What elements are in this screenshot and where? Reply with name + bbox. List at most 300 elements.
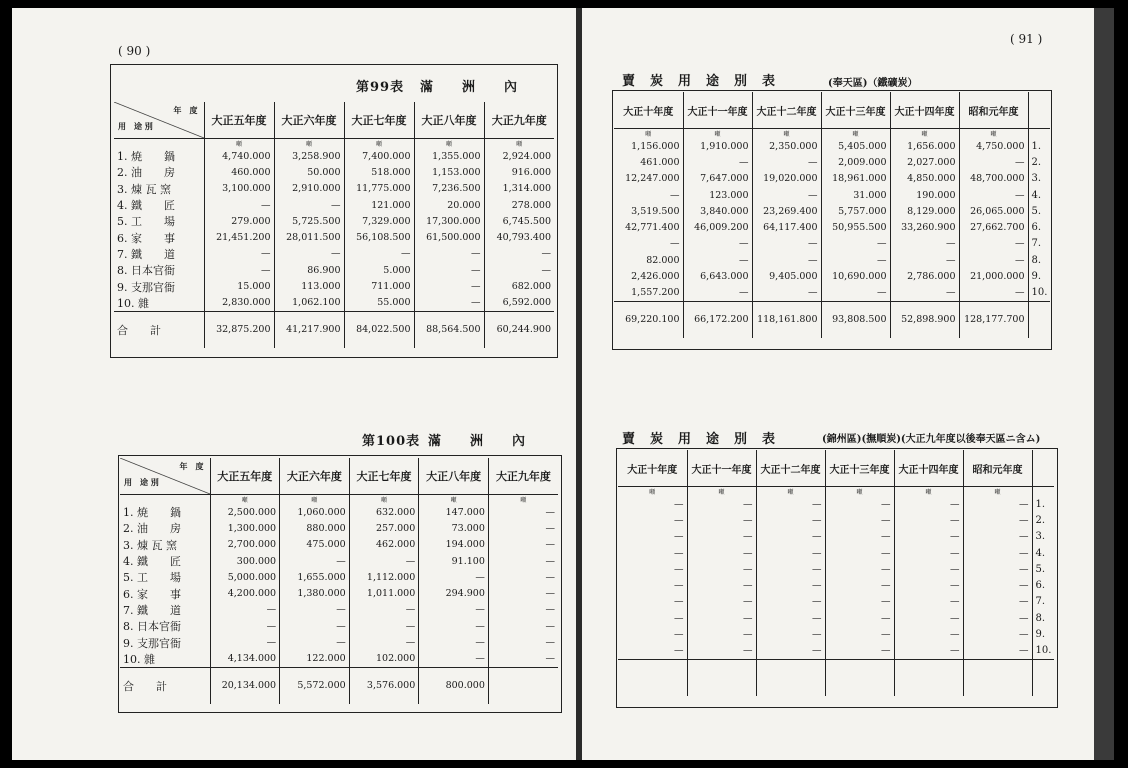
data-cell: 1,112.000 — [349, 569, 419, 585]
data-cell: — — [614, 236, 683, 252]
data-cell: 279.000 — [204, 213, 274, 229]
table-99-region: 滿 洲 內 — [420, 80, 519, 95]
data-cell: 1,655.000 — [280, 569, 350, 585]
data-cell: — — [618, 610, 687, 626]
unit-mark: 噸 — [344, 139, 414, 149]
data-cell: — — [894, 610, 963, 626]
data-cell: 682.000 — [511, 281, 551, 293]
row-number: 6. — [1035, 580, 1046, 592]
row-label: 2. 油 房 — [120, 520, 210, 536]
data-cell: 42,771.400 — [614, 219, 683, 235]
header-row — [618, 450, 1054, 487]
data-cell: — — [545, 506, 555, 518]
data-cell: 2,500.000 — [210, 504, 280, 520]
table-row — [114, 278, 554, 294]
data-cell: — — [894, 512, 963, 528]
total-cell — [687, 659, 756, 696]
data-cell: 190.000 — [890, 187, 959, 203]
data-cell: — — [210, 602, 280, 618]
data-cell: — — [687, 529, 756, 545]
table-row — [120, 553, 558, 569]
data-cell: — — [545, 620, 555, 632]
data-cell: 5,725.500 — [274, 213, 344, 229]
total-cell — [488, 667, 558, 704]
data-cell: — — [963, 529, 1032, 545]
unit-spacer — [114, 139, 204, 149]
data-cell: — — [825, 626, 894, 642]
data-cell: — — [756, 561, 825, 577]
data-cell: 147.000 — [419, 504, 489, 520]
column-header: 大正六年度 — [280, 458, 350, 495]
data-cell: 2,027.000 — [890, 154, 959, 170]
table-row — [120, 537, 558, 553]
data-cell: — — [963, 496, 1032, 512]
data-cell: 460.000 — [204, 164, 274, 180]
data-cell: 6,643.000 — [683, 268, 752, 284]
table-row — [120, 504, 558, 520]
table-row — [114, 295, 554, 312]
total-cell: 88,564.500 — [414, 311, 484, 348]
data-cell: — — [618, 496, 687, 512]
data-cell: — — [756, 594, 825, 610]
data-cell: 2,830.000 — [204, 295, 274, 312]
data-cell: — — [894, 626, 963, 642]
data-cell: — — [756, 610, 825, 626]
data-cell: — — [419, 634, 489, 650]
data-cell: 632.000 — [349, 504, 419, 520]
data-cell: — — [414, 278, 484, 294]
data-cell: 3,519.500 — [614, 203, 683, 219]
total-cell: 52,898.900 — [890, 301, 959, 338]
data-cell: 7,236.500 — [414, 181, 484, 197]
data-cell: 28,011.500 — [274, 229, 344, 245]
data-cell: — — [545, 604, 555, 616]
corner-bottom-label: 用 途 別 — [124, 477, 159, 487]
header-row — [114, 102, 554, 139]
data-cell: — — [963, 626, 1032, 642]
total-cell: 800.000 — [419, 667, 489, 704]
data-cell: — — [618, 577, 687, 593]
data-cell: — — [419, 569, 489, 585]
data-cell: 73.000 — [419, 520, 489, 536]
data-cell: 5,757.000 — [821, 203, 890, 219]
data-cell: — — [349, 634, 419, 650]
column-header: 大正八年度 — [419, 458, 489, 495]
data-cell: 33,260.900 — [890, 219, 959, 235]
data-cell: — — [545, 522, 555, 534]
table-row — [618, 545, 1054, 561]
data-cell: 5,000.000 — [210, 569, 280, 585]
row-number-header — [1032, 450, 1054, 487]
table-row — [114, 229, 554, 245]
row-label: 7. 鐵 道 — [114, 246, 204, 262]
data-cell: — — [963, 610, 1032, 626]
data-cell: — — [687, 545, 756, 561]
row-number: 5. — [1035, 563, 1046, 575]
data-cell: 475.000 — [280, 537, 350, 553]
data-cell: — — [210, 618, 280, 634]
data-cell: 102.000 — [349, 651, 419, 668]
column-header: 大正五年度 — [210, 458, 280, 495]
data-cell: 91.100 — [419, 553, 489, 569]
data-cell: 12,247.000 — [614, 171, 683, 187]
data-cell: — — [756, 512, 825, 528]
corner-cell — [114, 102, 204, 139]
column-header: 大正十一年度 — [683, 92, 752, 129]
table-row — [614, 138, 1050, 154]
table-row — [120, 634, 558, 650]
row-number-spacer — [1032, 659, 1054, 696]
column-header: 大正十二年度 — [752, 92, 821, 129]
table-row — [120, 618, 558, 634]
unit-mark: 噸 — [890, 129, 959, 139]
table-row — [614, 171, 1050, 187]
row-label: 8. 日本官衙 — [114, 262, 204, 278]
data-cell: 1,380.000 — [280, 585, 350, 601]
data-cell: — — [687, 626, 756, 642]
unit-mark: 噸 — [419, 495, 489, 505]
data-cell: 1,062.100 — [274, 295, 344, 312]
data-cell: — — [752, 285, 821, 302]
total-cell: 66,172.200 — [683, 301, 752, 338]
row-label: 6. 家 事 — [120, 585, 210, 601]
data-cell: — — [894, 496, 963, 512]
table-row — [614, 268, 1050, 284]
row-number: 4. — [1031, 189, 1042, 201]
data-cell: — — [618, 529, 687, 545]
data-cell: 916.000 — [511, 166, 551, 178]
data-cell: — — [756, 577, 825, 593]
data-cell: 15.000 — [204, 278, 274, 294]
data-cell: — — [687, 610, 756, 626]
table-row — [114, 213, 554, 229]
data-cell: 4,850.000 — [890, 171, 959, 187]
data-cell: 31.000 — [821, 187, 890, 203]
data-cell: — — [687, 496, 756, 512]
total-cell — [894, 659, 963, 696]
data-cell: 1,153.000 — [414, 164, 484, 180]
data-cell: 1,156.000 — [614, 138, 683, 154]
data-cell: — — [280, 634, 350, 650]
header-row — [614, 92, 1050, 129]
row-number: 10. — [1031, 287, 1048, 299]
row-number: 9. — [1031, 271, 1042, 283]
row-number: 6. — [1031, 222, 1042, 234]
row-label: 9. 支那官衙 — [114, 278, 204, 294]
data-cell: 3,840.000 — [683, 203, 752, 219]
unit-mark: 噸 — [349, 495, 419, 505]
data-cell: — — [204, 262, 274, 278]
data-cell: — — [821, 252, 890, 268]
table-row — [120, 651, 558, 668]
table-row — [120, 520, 558, 536]
data-cell: — — [959, 154, 1028, 170]
data-cell: — — [963, 561, 1032, 577]
data-cell: — — [344, 246, 414, 262]
row-number: 2. — [1035, 514, 1046, 526]
row-label: 2. 油 房 — [114, 164, 204, 180]
data-cell: 11,775.000 — [344, 181, 414, 197]
data-cell: 294.900 — [419, 585, 489, 601]
data-cell: 56,108.500 — [344, 229, 414, 245]
data-cell: — — [683, 285, 752, 302]
column-header: 大正七年度 — [344, 102, 414, 139]
table-row — [618, 643, 1054, 660]
data-cell: — — [959, 187, 1028, 203]
data-cell: — — [618, 545, 687, 561]
unit-mark: 噸 — [821, 129, 890, 139]
total-cell: 69,220.100 — [614, 301, 683, 338]
row-label: 4. 鐵 匠 — [114, 197, 204, 213]
data-cell: — — [825, 594, 894, 610]
data-cell: — — [894, 529, 963, 545]
data-cell: 50,955.500 — [821, 219, 890, 235]
table-row — [618, 626, 1054, 642]
data-cell: — — [756, 529, 825, 545]
total-cell — [756, 659, 825, 696]
data-cell: — — [414, 246, 484, 262]
right-page-number: ( 91 ) — [1010, 32, 1043, 46]
data-cell: 711.000 — [344, 278, 414, 294]
row-number-header — [1028, 92, 1050, 129]
data-cell: 21,000.000 — [959, 268, 1028, 284]
data-cell: — — [280, 553, 350, 569]
data-cell: — — [825, 610, 894, 626]
table-row — [114, 197, 554, 213]
unit-mark: 噸 — [825, 487, 894, 497]
data-cell: 7,647.000 — [683, 171, 752, 187]
unit-mark: 噸 — [618, 487, 687, 497]
column-header: 大正八年度 — [414, 102, 484, 139]
unit-mark: 噸 — [752, 129, 821, 139]
data-cell: — — [825, 577, 894, 593]
data-cell: — — [894, 594, 963, 610]
data-cell: — — [825, 561, 894, 577]
data-cell: — — [280, 602, 350, 618]
total-cell: 3,576.000 — [349, 667, 419, 704]
data-cell: — — [618, 512, 687, 528]
table-row — [614, 236, 1050, 252]
data-cell: — — [752, 236, 821, 252]
row-number: 4. — [1035, 547, 1046, 559]
total-cell: 32,875.200 — [204, 311, 274, 348]
data-cell: — — [959, 252, 1028, 268]
data-cell: — — [821, 285, 890, 302]
data-cell: — — [821, 236, 890, 252]
data-cell: 123.000 — [683, 187, 752, 203]
data-cell: 7,400.000 — [344, 148, 414, 164]
table-row — [618, 577, 1054, 593]
data-cell: — — [618, 643, 687, 660]
data-cell: — — [963, 577, 1032, 593]
data-cell: 121.000 — [344, 197, 414, 213]
column-header: 大正十年度 — [618, 450, 687, 487]
row-number: 5. — [1031, 205, 1042, 217]
data-cell: — — [683, 154, 752, 170]
data-cell: — — [349, 602, 419, 618]
column-header: 大正十三年度 — [825, 450, 894, 487]
column-header: 昭和元年度 — [963, 450, 1032, 487]
corner-cell — [120, 458, 210, 495]
data-cell: — — [825, 496, 894, 512]
data-cell: — — [894, 643, 963, 660]
data-cell: — — [825, 512, 894, 528]
unit-spacer — [1028, 129, 1050, 139]
data-cell: — — [349, 553, 419, 569]
data-cell: 4,750.000 — [959, 138, 1028, 154]
total-cell — [618, 659, 687, 696]
data-cell: — — [545, 588, 555, 600]
unit-mark: 噸 — [520, 497, 527, 504]
unit-mark: 噸 — [516, 141, 523, 148]
data-cell: 55.000 — [344, 295, 414, 312]
data-cell: — — [890, 285, 959, 302]
data-cell: 18,961.000 — [821, 171, 890, 187]
data-cell: 461.000 — [614, 154, 683, 170]
data-cell: — — [683, 236, 752, 252]
row-label: 10. 雜 — [114, 295, 204, 312]
table-row — [618, 561, 1054, 577]
data-cell: 8,129.000 — [890, 203, 959, 219]
data-cell: — — [894, 577, 963, 593]
row-label: 6. 家 事 — [114, 229, 204, 245]
data-cell: — — [894, 561, 963, 577]
data-cell: — — [825, 643, 894, 660]
data-cell: — — [756, 643, 825, 660]
data-cell: 257.000 — [349, 520, 419, 536]
row-number: 1. — [1035, 498, 1046, 510]
data-cell: — — [210, 634, 280, 650]
row-number: 8. — [1035, 612, 1046, 624]
column-header: 大正十四年度 — [890, 92, 959, 129]
total-cell: 128,177.700 — [959, 301, 1028, 338]
table-r1 — [614, 92, 1050, 338]
data-cell: 2,786.000 — [890, 268, 959, 284]
column-header: 昭和元年度 — [959, 92, 1028, 129]
unit-spacer — [120, 495, 210, 505]
data-cell: 518.000 — [344, 164, 414, 180]
data-cell: — — [618, 626, 687, 642]
table-row — [114, 181, 554, 197]
data-cell: — — [963, 512, 1032, 528]
table-100 — [120, 458, 558, 704]
unit-row — [120, 495, 558, 505]
data-cell: — — [959, 285, 1028, 302]
total-row — [114, 311, 554, 348]
table-100-region: 滿 洲 內 — [428, 434, 527, 449]
data-cell: 278.000 — [511, 199, 551, 211]
table-row — [618, 529, 1054, 545]
table-row — [614, 219, 1050, 235]
column-header: 大正九年度 — [484, 102, 554, 139]
data-cell: 6,745.500 — [502, 215, 551, 227]
data-cell: 20.000 — [414, 197, 484, 213]
data-cell: 3,258.900 — [274, 148, 344, 164]
data-cell: 1,011.000 — [349, 585, 419, 601]
data-cell: 2,426.000 — [614, 268, 683, 284]
column-header: 大正十四年度 — [894, 450, 963, 487]
total-label: 合 計 — [120, 667, 210, 704]
row-label: 5. 工 場 — [114, 213, 204, 229]
row-label: 7. 鐵 道 — [120, 602, 210, 618]
row-label: 1. 焼 鍋 — [120, 504, 210, 520]
data-cell: — — [419, 618, 489, 634]
data-cell: — — [349, 618, 419, 634]
table-row — [114, 164, 554, 180]
table-row — [618, 610, 1054, 626]
table-r1-title: 賣 炭 用 途 別 表 — [622, 74, 777, 89]
table-r2 — [618, 450, 1054, 696]
table-row — [614, 154, 1050, 170]
data-cell: 5,405.000 — [821, 138, 890, 154]
data-cell: — — [963, 643, 1032, 660]
data-cell: 462.000 — [349, 537, 419, 553]
row-label: 5. 工 場 — [120, 569, 210, 585]
data-cell: — — [541, 248, 551, 260]
row-number: 2. — [1031, 156, 1042, 168]
corner-bottom-label: 用 途 別 — [118, 121, 153, 131]
data-cell: — — [752, 252, 821, 268]
unit-mark: 噸 — [614, 129, 683, 139]
row-number-spacer — [1028, 301, 1050, 338]
corner-top-label: 年 度 — [179, 461, 204, 471]
data-cell: 82.000 — [614, 252, 683, 268]
data-cell: 10,690.000 — [821, 268, 890, 284]
data-cell: 5.000 — [344, 262, 414, 278]
table-r2-subtitle: (錦州區)(撫順炭)(大正九年度以後奉天區ニ含ム) — [822, 434, 1041, 445]
total-cell — [825, 659, 894, 696]
row-number: 9. — [1035, 629, 1046, 641]
total-cell: 5,572.000 — [280, 667, 350, 704]
data-cell: 2,910.000 — [274, 181, 344, 197]
unit-row — [114, 139, 554, 149]
table-row — [614, 252, 1050, 268]
data-cell: 64,117.400 — [752, 219, 821, 235]
data-cell: 1,300.000 — [210, 520, 280, 536]
data-cell: 9,405.000 — [752, 268, 821, 284]
data-cell: — — [825, 529, 894, 545]
table-r2-title: 賣 炭 用 途 別 表 — [622, 432, 777, 447]
data-cell: 2,924.000 — [502, 150, 551, 162]
column-header: 大正十年度 — [614, 92, 683, 129]
data-cell: 194.000 — [419, 537, 489, 553]
unit-row — [618, 487, 1054, 497]
data-cell: — — [756, 496, 825, 512]
left-page-number: ( 90 ) — [118, 44, 151, 58]
table-99-number: 第99表 — [356, 80, 405, 95]
table-r1-subtitle: (奉天區)（鐵礦炭） — [828, 78, 918, 89]
unit-row — [614, 129, 1050, 139]
data-cell: — — [541, 264, 551, 276]
data-cell: 23,269.400 — [752, 203, 821, 219]
column-header: 大正五年度 — [204, 102, 274, 139]
corner-top-label: 年 度 — [173, 105, 198, 115]
data-cell: — — [687, 512, 756, 528]
table-row — [120, 585, 558, 601]
data-cell: 2,700.000 — [210, 537, 280, 553]
column-header: 大正七年度 — [349, 458, 419, 495]
total-cell: 84,022.500 — [344, 311, 414, 348]
data-cell: — — [414, 295, 484, 312]
row-label: 10. 雜 — [120, 651, 210, 668]
unit-mark: 噸 — [959, 129, 1028, 139]
total-cell: 60,244.900 — [484, 311, 554, 348]
data-cell: — — [687, 594, 756, 610]
unit-mark: 噸 — [210, 495, 280, 505]
unit-mark: 噸 — [687, 487, 756, 497]
unit-mark: 噸 — [414, 139, 484, 149]
data-cell: — — [687, 577, 756, 593]
